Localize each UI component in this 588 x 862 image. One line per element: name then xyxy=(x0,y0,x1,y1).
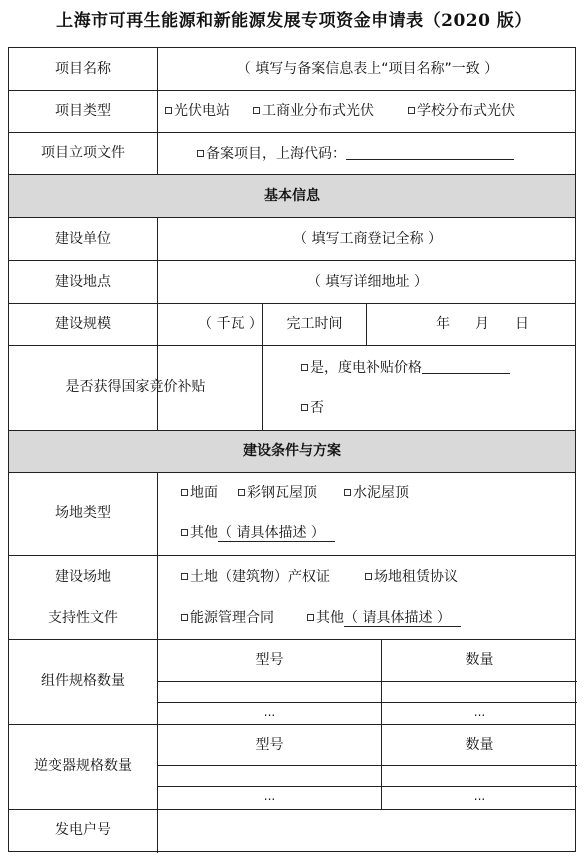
checkbox-icon[interactable] xyxy=(181,489,188,496)
option-subsidy-yes[interactable] xyxy=(301,358,510,377)
option-label: 是，度电补贴价格 xyxy=(310,360,422,376)
checkbox-icon[interactable] xyxy=(181,529,188,536)
subsidy-price-blank[interactable] xyxy=(422,358,510,374)
row-divider xyxy=(9,724,575,725)
col-divider xyxy=(366,303,367,345)
option-subsidy-no[interactable] xyxy=(301,399,324,417)
checkbox-icon[interactable] xyxy=(301,404,308,411)
option-commercial-pv[interactable] xyxy=(253,102,374,120)
section-basic-info: 基本信息 xyxy=(264,188,320,204)
col-divider xyxy=(157,217,158,430)
option-label: 备案项目，上海代码： xyxy=(206,146,346,162)
row-divider xyxy=(9,345,575,346)
row-divider xyxy=(9,90,575,91)
checkbox-icon[interactable] xyxy=(307,614,314,621)
row-divider xyxy=(9,260,575,261)
inverters-model-ellipsis: ... xyxy=(263,789,276,803)
option-docs-other[interactable] xyxy=(307,609,461,627)
modules-qty-ellipsis: ... xyxy=(473,705,486,719)
option-label: 其他 xyxy=(190,525,218,541)
row-divider xyxy=(9,555,575,556)
checkbox-icon[interactable] xyxy=(197,150,204,157)
subtable-divider xyxy=(158,702,577,703)
subtable-divider xyxy=(158,786,577,787)
row-divider xyxy=(9,639,575,640)
option-label: 能源管理合同 xyxy=(190,610,274,626)
subsidy-label: 是否获得国家竞价补贴 xyxy=(65,379,206,395)
date-day[interactable]: 日 xyxy=(515,316,529,332)
checkbox-icon[interactable] xyxy=(344,489,351,496)
modules-col-qty: 数量 xyxy=(465,652,494,668)
inverters-qty-ellipsis: ... xyxy=(473,789,486,803)
modules-model-ellipsis: ... xyxy=(263,705,276,719)
option-label: 其他 xyxy=(316,610,344,626)
option-pv-station[interactable] xyxy=(165,102,230,120)
option-concrete-roof[interactable] xyxy=(344,484,409,502)
section-conditions: 建设条件与方案 xyxy=(243,443,341,459)
support-docs-label-line2: 支持性文件 xyxy=(48,610,118,626)
modules-label: 组件规格数量 xyxy=(41,673,125,689)
row-divider xyxy=(9,472,575,473)
project-name-field[interactable]: （ 填写与备案信息表上“项目名称”一致 ） xyxy=(236,61,499,77)
checkbox-icon[interactable] xyxy=(181,614,188,621)
option-steel-roof[interactable] xyxy=(238,484,317,502)
form-title: 上海市可再生能源和新能源发展专项资金申请表（2020 版） xyxy=(56,11,532,31)
inverters-col-qty: 数量 xyxy=(465,737,494,753)
row-divider xyxy=(9,217,575,218)
option-ground[interactable] xyxy=(181,484,218,502)
docs-other-description[interactable]: （ 请具体描述 ） xyxy=(344,610,461,627)
row-divider xyxy=(9,132,575,133)
completion-label: 完工时间 xyxy=(286,316,343,332)
site-other-description[interactable]: （ 请具体描述 ） xyxy=(218,525,335,542)
option-label: 地面 xyxy=(190,485,218,501)
account-field[interactable] xyxy=(158,810,577,852)
scale-unit[interactable]: （ 千瓦 ） xyxy=(198,316,263,332)
option-lease-agreement[interactable] xyxy=(365,568,458,586)
option-property-cert[interactable] xyxy=(181,568,330,586)
checkbox-icon[interactable] xyxy=(408,107,415,114)
option-school-pv[interactable] xyxy=(408,102,515,120)
option-label: 光伏电站 xyxy=(174,103,230,119)
shanghai-code-blank[interactable] xyxy=(346,144,514,160)
site-label: 建设地点 xyxy=(55,274,111,290)
support-docs-label-line1: 建设场地 xyxy=(55,569,111,585)
application-form xyxy=(8,47,576,852)
option-filing-project[interactable] xyxy=(197,144,514,163)
option-label: 学校分布式光伏 xyxy=(417,103,515,119)
option-label: 场地租赁协议 xyxy=(374,569,458,585)
checkbox-icon[interactable] xyxy=(253,107,260,114)
option-label: 土地（建筑物）产权证 xyxy=(190,569,330,585)
checkbox-icon[interactable] xyxy=(301,364,308,371)
option-label: 彩钢瓦屋顶 xyxy=(247,485,317,501)
project-name-label: 项目名称 xyxy=(55,61,111,77)
option-label: 否 xyxy=(310,400,324,416)
checkbox-icon[interactable] xyxy=(181,573,188,580)
inverters-label: 逆变器规格数量 xyxy=(34,758,132,774)
option-site-other[interactable] xyxy=(181,524,335,542)
site-type-label: 场地类型 xyxy=(55,505,111,521)
row-divider xyxy=(9,303,575,304)
inverters-col-model: 型号 xyxy=(255,737,284,753)
row-divider xyxy=(9,430,575,431)
option-label: 水泥屋顶 xyxy=(353,485,409,501)
checkbox-icon[interactable] xyxy=(238,489,245,496)
project-type-label: 项目类型 xyxy=(55,103,111,119)
checkbox-icon[interactable] xyxy=(365,573,372,580)
row-divider xyxy=(9,174,575,175)
unit-field[interactable]: （ 填写工商登记全称 ） xyxy=(293,231,442,247)
date-month[interactable]: 月 xyxy=(475,316,489,332)
site-field[interactable]: （ 填写详细地址 ） xyxy=(307,274,428,290)
account-label: 发电户号 xyxy=(55,822,111,838)
subtable-divider xyxy=(158,765,577,766)
option-label: 工商业分布式光伏 xyxy=(262,103,374,119)
subtable-divider xyxy=(158,681,577,682)
modules-col-model: 型号 xyxy=(255,652,284,668)
project-file-label: 项目立项文件 xyxy=(41,145,125,161)
scale-label: 建设规模 xyxy=(55,316,111,332)
option-energy-contract[interactable] xyxy=(181,609,274,627)
date-year[interactable]: 年 xyxy=(436,316,450,332)
unit-label: 建设单位 xyxy=(55,231,111,247)
checkbox-icon[interactable] xyxy=(165,107,172,114)
